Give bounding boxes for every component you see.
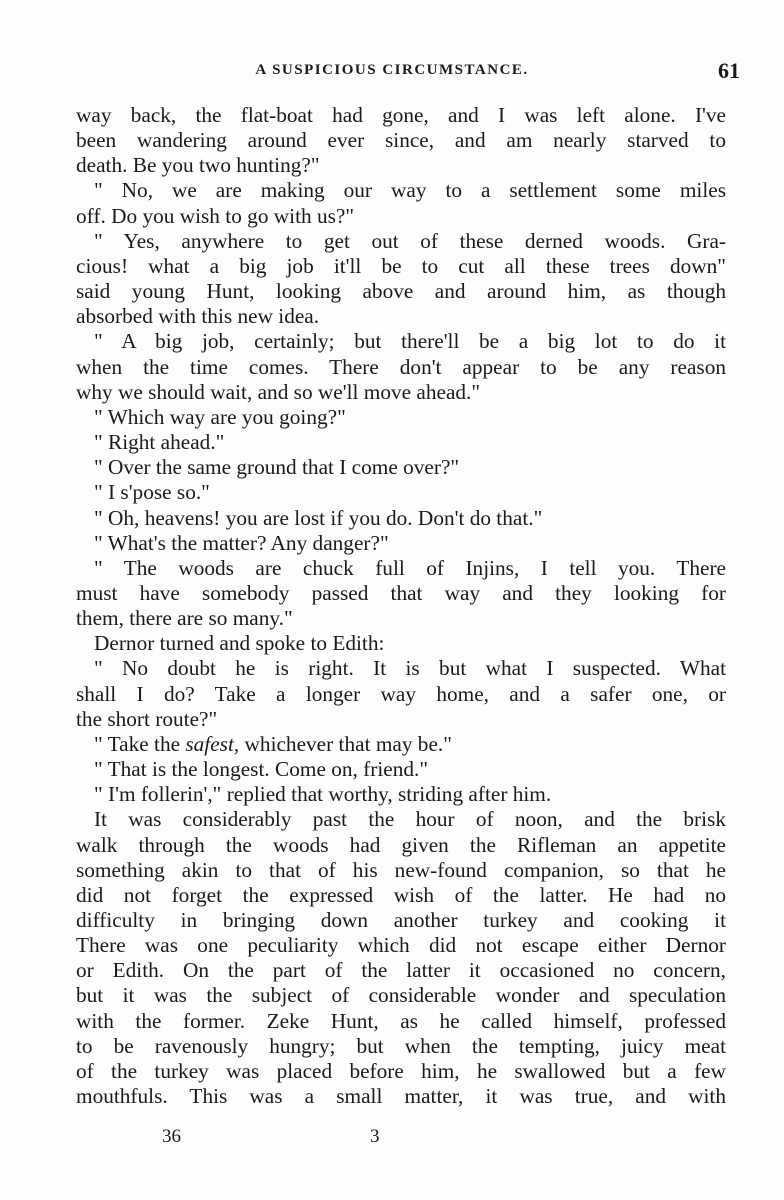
text-line: when the time comes. There don't appear to be any reason: [76, 354, 726, 379]
text-line: " A big job, certainly; but there'll be a big lot to do it: [94, 329, 726, 354]
text-line: the short route?": [76, 706, 218, 731]
text-line: " No doubt he is right. It is but what I suspected. What: [94, 656, 726, 681]
body-text: [76, 103, 726, 1109]
text-line: " Oh, heavens! you are lost if you do. Don't do that.": [94, 505, 543, 530]
text-line: of the turkey was placed before him, he swallowed but a few: [76, 1058, 726, 1083]
text-line: or Edith. On the part of the latter it occasioned no concern,: [76, 958, 726, 983]
signature-mark-right: 3: [370, 1126, 380, 1147]
text-line: Dernor turned and spoke to Edith:: [94, 631, 385, 656]
text-line: them, there are so many.": [76, 606, 293, 631]
text-line: " What's the matter? Any danger?": [94, 530, 389, 555]
text-line: to be ravenously hungry; but when the tempting, juicy meat: [76, 1033, 726, 1058]
text-line: " That is the longest. Come on, friend.": [94, 757, 429, 782]
text-line: why we should wait, and so we'll move ahead.": [76, 379, 481, 404]
text-line: but it was the subject of considerable wonder and speculation: [76, 983, 726, 1008]
text-line: " Which way are you going?": [94, 404, 346, 429]
text-line: " I'm follerin'," replied that worthy, striding after him.: [94, 782, 552, 807]
text-line: death. Be you two hunting?": [76, 153, 320, 178]
text-line: with the former. Zeke Hunt, as he called himself, professed: [76, 1008, 726, 1033]
text-line: said young Hunt, looking above and around him, as though: [76, 279, 726, 304]
text-line: " Right ahead.": [94, 430, 225, 455]
text-line: difficulty in bringing down another turkey and cooking it: [76, 908, 726, 932]
text-line: walk through the woods had given the Rifleman an appetite: [76, 832, 726, 857]
text-line: cious! what a big job it'll be to cut all these trees down": [76, 253, 726, 278]
text-line: been wandering around ever since, and am nearly starved to: [76, 128, 726, 153]
text-line: " No, we are making our way to a settlement some miles: [94, 178, 726, 203]
text-segment: , whichever that may be.": [233, 731, 452, 756]
text-line: " Over the same ground that I come over?": [94, 455, 460, 480]
text-line: There was one peculiarity which did not escape either Dernor: [76, 933, 726, 958]
running-title: A SUSPICIOUS CIRCUMSTANCE.: [255, 62, 529, 78]
text-line: something akin to that of his new-found companion, so that he: [76, 857, 726, 882]
text-line: mouthfuls. This was a small matter, it was true, and with: [76, 1084, 726, 1109]
text-line: must have somebody passed that way and they looking for: [76, 580, 726, 605]
text-segment: " Take the: [94, 731, 186, 756]
text-line: did not forget the expressed wish of the latter. He had no: [76, 882, 726, 907]
text-line: " The woods are chuck full of Injins, I tell you. There: [94, 555, 726, 580]
emphasized-word: safest: [185, 731, 234, 756]
page-number: 61: [718, 58, 740, 83]
text-line: off. Do you wish to go with us?": [76, 203, 355, 228]
text-line: absorbed with this new idea.: [76, 304, 320, 329]
text-line-emphasis: [76, 732, 726, 757]
page-header: [0, 58, 784, 86]
text-line: " I s'pose so.": [94, 480, 210, 505]
text-line: way back, the flat-boat had gone, and I was left alone. I've: [76, 103, 726, 127]
text-line: shall I do? Take a longer way home, and a safer one, or: [76, 681, 726, 706]
signature-mark-left: 36: [162, 1126, 181, 1147]
text-line: It was considerably past the hour of noon, and the brisk: [94, 807, 726, 832]
text-line: " Yes, anywhere to get out of these derned woods. Gra-: [94, 228, 726, 253]
